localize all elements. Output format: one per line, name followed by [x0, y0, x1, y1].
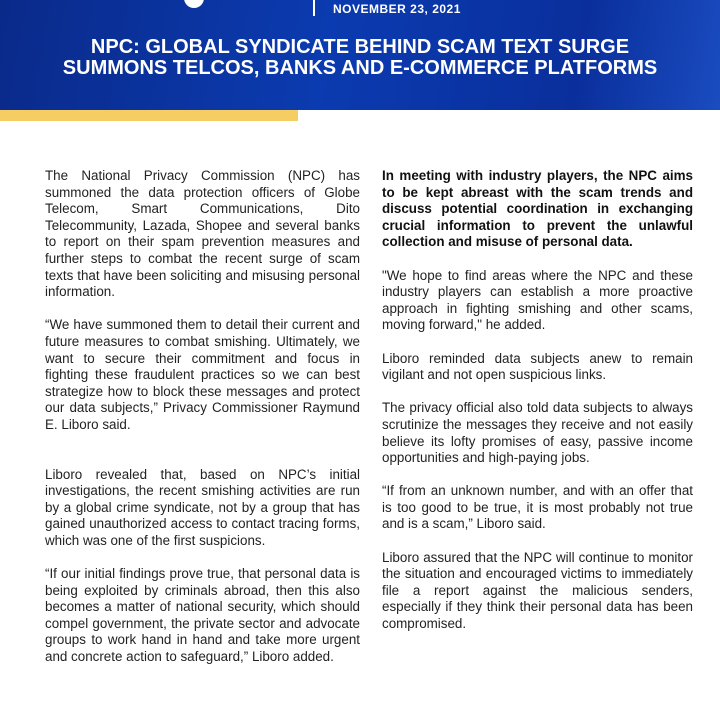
paragraph: "We hope to find areas where the NPC and these industry players can establish a more proactive approach in fighting smishing and other scams, moving forward," he added. [382, 267, 693, 333]
paragraph: Liboro assured that the NPC will continue to monitor the situation and encouraged victims to immediately file a report against the malicious senders, especially if they think their personal data has been compromised. [382, 549, 693, 632]
paragraph: The National Privacy Commission (NPC) has summoned the data protection officers of Globe Telecom, Smart Communications, Dito Telecommunity, Lazada, Shopee and several banks to report on their spam prevention measures and further steps to combat the recent surge of scam texts that have been soliciting and misusing personal information. [45, 168, 360, 300]
paragraph: “If from an unknown number, and with an offer that is too good to be true, it is most probably not true and is a scam,” Liboro said. [382, 483, 693, 532]
lead-paragraph: In meeting with industry players, the NPC aims to be kept abreast with the scam trends and discuss potential coordination in exchanging crucial information to prevent the unlawful collection and misuse of personal data. [382, 168, 693, 250]
page-title [0, 37, 720, 79]
title-line-1: NPC: GLOBAL SYNDICATE BEHIND SCAM TEXT SURGE [90, 36, 630, 58]
header-divider [313, 0, 315, 16]
title-line-2: SUMMONS TELCOS, BANKS AND E-COMMERCE PLATFORMS [62, 57, 658, 79]
release-date: NOVEMBER 23, 2021 [333, 2, 461, 16]
paragraph: Liboro reminded data subjects anew to remain vigilant and not open suspicious links. [382, 350, 693, 383]
right-column [382, 168, 693, 649]
left-column [45, 168, 360, 682]
paragraph: “We have summoned them to detail their current and future measures to combat smishing. Ultimately, we want to secure their commitment and focus in fighting these fraudulent practices so we can best strategize how to block these messages and protect our data subjects,” Privacy Commissioner Raymund E. Liboro said. [45, 317, 360, 432]
paragraph: The privacy official also told data subjects to always scrutinize the messages they receive and not easily believe its lofty promises of easy, passive income opportunities and high-paying jobs. [382, 400, 693, 466]
header-banner [0, 0, 720, 110]
npc-logo-icon [184, 0, 204, 8]
accent-bar [0, 110, 298, 121]
paragraph: Liboro revealed that, based on NPC’s initial investigations, the recent smishing activities are run by a global crime syndicate, not by a group that has gained unauthorized access to contact tracing forms, which was one of the first suspicions. [45, 466, 360, 548]
paragraph: “If our initial findings prove true, that personal data is being exploited by criminals abroad, then this also becomes a matter of national security, which should compel government, the private sector and advocate groups to work hand in hand and take more urgent and concrete action to safeguard,” Liboro added. [45, 566, 360, 665]
